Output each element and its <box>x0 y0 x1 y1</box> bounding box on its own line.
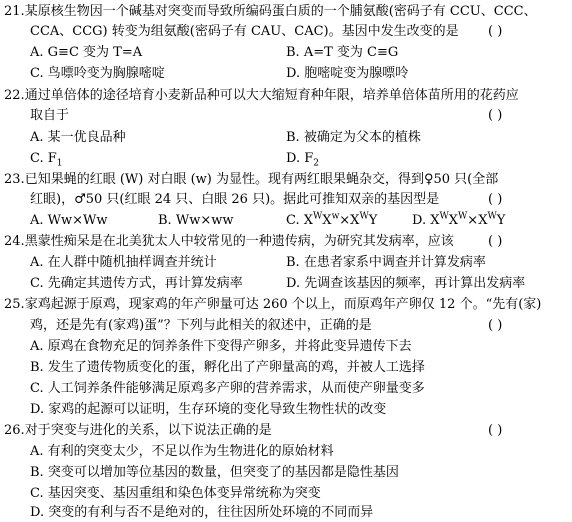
q25-stem-line-2: 鸡，还是先有(家鸡)蛋”？下列与此相关的叙述中，正确的是 <box>30 318 372 333</box>
q21-option-a <box>30 43 142 62</box>
q22-option-d <box>286 149 319 168</box>
q26-option-b-letter: B. <box>30 465 44 480</box>
q24-option-d-text: 先调查该基因的频率，再计算出发病率 <box>304 276 526 291</box>
q25-option-c-text: 人工饲养条件能够满足原鸡多产卵的营养需求，从而使产卵量变多 <box>47 381 425 396</box>
q25-option-d <box>30 400 386 419</box>
q22-stem-line-1 <box>4 86 519 105</box>
q26-number: 26. <box>4 423 25 438</box>
q25-answer-paren: ( ) <box>488 318 503 333</box>
q22-option-c <box>30 149 63 168</box>
q25-option-d-text: 家鸡的起源可以证明，生存环境的变化导致生物性状的改变 <box>48 402 387 417</box>
q26-option-b-text: 突变可以增加等位基因的数量，但突变了的基因都是隐性基因 <box>47 465 399 480</box>
q23-option-d <box>412 211 505 230</box>
q26-option-c-letter: C. <box>30 486 44 501</box>
q23-option-a-text: Ww×Ww <box>47 213 108 228</box>
q26-answer-paren: ( ) <box>488 423 503 438</box>
q23-option-a-letter: A. <box>30 213 44 228</box>
q21-option-d-letter: D. <box>286 66 301 81</box>
q21-option-b <box>286 43 398 62</box>
q23-option-d-letter: D. <box>412 213 427 228</box>
q24-option-c <box>30 274 243 293</box>
q22-option-d-text: $F_2$ <box>304 151 319 169</box>
q22-option-a-text: 某一优良品种 <box>47 130 126 145</box>
q25-option-a <box>30 337 412 356</box>
q22-answer-paren: ( ) <box>488 108 503 123</box>
q21-answer-paren: ( ) <box>488 24 503 39</box>
q23-stem-line-1 <box>4 170 498 189</box>
q25-option-a-letter: A. <box>30 339 44 354</box>
q24-option-b-letter: B. <box>286 255 300 270</box>
q22-number: 22. <box>4 88 25 103</box>
q23-stem-line-2: 红眼)，♂50 只(红眼 24 只、白眼 26 只)。据此可推知双亲的基因型是 <box>30 192 440 207</box>
q24-option-b-text: 在患者家系中调查并计算发病率 <box>303 255 486 270</box>
q25-option-b-text: 发生了遗传物质变化的蛋，孵化出了产卵量高的鸡，并被人工选择 <box>47 360 425 375</box>
q26-stem-line-1 <box>4 421 272 440</box>
q24-option-a-letter: A. <box>30 255 44 270</box>
q26-option-a-text: 有利的突变太少，不足以作为生物进化的原始材料 <box>47 444 334 459</box>
q24-option-c-text: 先确定其遗传方式，再计算发病率 <box>47 276 243 291</box>
q22-option-c-text: $F_1$ <box>47 151 63 169</box>
q21-stem-line-2: CCA、CCG) 转变为组氨酸(密码子有 CAU、CAC)。基因中发生改变的是 <box>30 24 459 39</box>
q21-option-b-text: A=T 变为 C≡G <box>303 45 399 60</box>
q24-answer-paren: ( ) <box>488 234 503 249</box>
q21-option-d-text: 胞嘧啶变为腺嘌呤 <box>304 66 409 81</box>
q22-option-a-letter: A. <box>30 130 44 145</box>
q26-option-d <box>30 503 373 522</box>
q24-option-d-letter: D. <box>286 276 301 291</box>
q24-stem-line-1 <box>4 232 454 251</box>
q26-option-a <box>30 442 334 461</box>
q23-option-b <box>158 211 233 230</box>
q25-option-c <box>30 379 425 398</box>
q24-option-b <box>286 253 486 272</box>
q26-option-c <box>30 484 321 503</box>
q25-number: 25. <box>4 297 25 312</box>
q23-option-d-text: $X^WX^W\times X^WY$ <box>430 211 506 228</box>
q25-option-b-letter: B. <box>30 360 44 375</box>
q25-stem-line-1 <box>4 295 541 314</box>
q23-option-c-letter: C. <box>286 213 300 228</box>
q24-stem-text-1: 黑蒙性痴呆是在北美犹太人中较常见的一种遗传病，为研究其发病率，应该 <box>24 234 454 249</box>
q22-stem-line-2: 取自于 <box>30 108 70 123</box>
q22-option-d-letter: D. <box>286 151 301 166</box>
q26-option-c-text: 基因突变、基因重组和染色体变异常统称为突变 <box>47 486 321 501</box>
q23-option-c-text: $X^WX^w\times X^WY$ <box>303 211 378 228</box>
q23-answer-paren: ( ) <box>488 192 503 207</box>
q22-option-c-letter: C. <box>30 151 44 166</box>
q23-number: 23. <box>4 172 25 187</box>
q26-option-b <box>30 463 399 482</box>
q23-option-a <box>30 211 108 230</box>
q22-option-a <box>30 128 126 147</box>
q22-stem-text-1: 通过单倍体的途径培育小麦新品种可以大大缩短育种年限，培养单倍体苗所用的花药应 <box>24 88 519 103</box>
q21-option-d <box>286 64 408 83</box>
q21-option-b-letter: B. <box>286 45 300 60</box>
q21-stem-text-1: 某原核生物因一个碱基对突变而导致所编码蛋白质的一个脯氨酸(密码子有 CCU、CCC、 <box>24 4 537 19</box>
q25-option-b <box>30 358 425 377</box>
q26-stem-text-1: 对于突变与进化的关系，以下说法正确的是 <box>24 423 272 438</box>
q21-number: 21. <box>4 4 25 19</box>
q23-stem-text-1: 已知果蝇的红眼 (W) 对白眼 (w) 为显性。现有两红眼果蝇杂交，得到♀50 只(全部 <box>24 172 499 187</box>
q25-option-d-letter: D. <box>30 402 45 417</box>
q21-option-a-text: G≡C 变为 T=A <box>47 45 143 60</box>
q26-option-a-letter: A. <box>30 444 44 459</box>
q21-option-a-letter: A. <box>30 45 44 60</box>
q25-stem-text-1: 家鸡起源于原鸡，现家鸡的年产卵量可达 260 个以上，而原鸡年产卵仅 12 个。“先有(家) <box>24 297 542 312</box>
q21-stem-line-1 <box>4 2 537 21</box>
q23-option-b-letter: B. <box>158 213 172 228</box>
q26-option-d-letter: D. <box>30 505 45 520</box>
q22-option-b-text: 被确定为父本的植株 <box>303 130 421 145</box>
q23-option-c <box>286 211 377 230</box>
q21-option-c-text: 鸟嘌呤变为胸腺嘧啶 <box>47 66 165 81</box>
q25-option-c-letter: C. <box>30 381 44 396</box>
q25-option-a-text: 原鸡在食物充足的饲养条件下变得产卵多，并将此变异遗传下去 <box>47 339 412 354</box>
q24-option-d <box>286 274 525 293</box>
q22-option-b <box>286 128 421 147</box>
q23-option-b-text: Ww×ww <box>175 213 234 228</box>
q21-option-c-letter: C. <box>30 66 44 81</box>
q24-option-a-text: 在人群中随机抽样调查并统计 <box>47 255 217 270</box>
q24-number: 24. <box>4 234 25 249</box>
q24-option-a <box>30 253 217 272</box>
q21-option-c <box>30 64 165 83</box>
q26-option-d-text: 突变的有利与否不是绝对的，往往因所处环境的不同而异 <box>48 505 374 520</box>
q24-option-c-letter: C. <box>30 276 44 291</box>
q22-option-b-letter: B. <box>286 130 300 145</box>
